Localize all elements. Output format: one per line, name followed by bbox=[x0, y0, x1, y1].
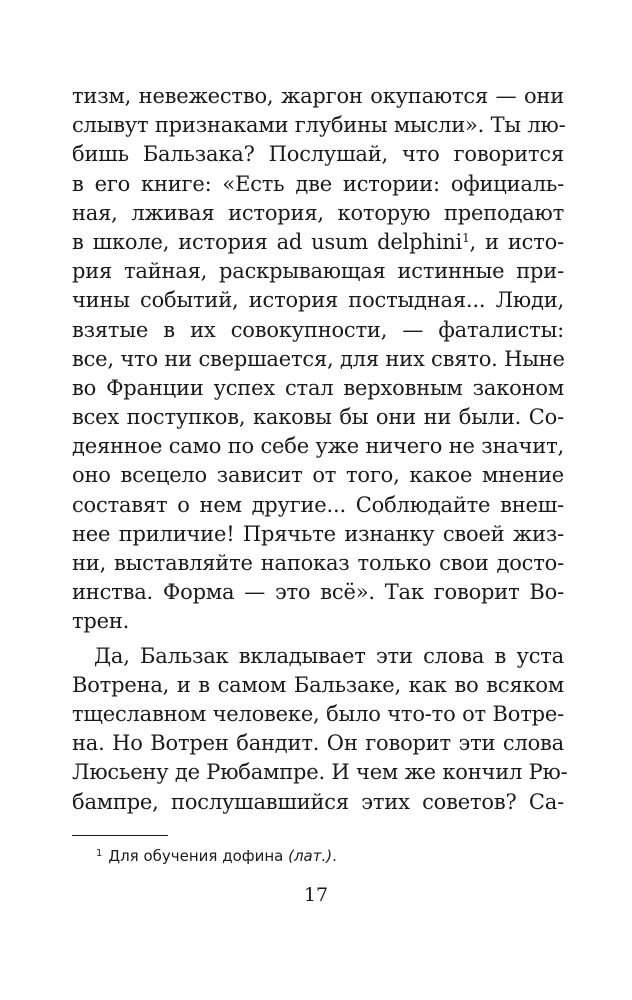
text-line: взятые в их совокупности, — фаталисты: bbox=[72, 317, 564, 342]
text-line-with-footnote bbox=[72, 228, 564, 257]
text-line: бампре, послушавшийся этих советов? Са- bbox=[72, 789, 564, 814]
text-line: рия тайная, раскрывающая истинные при- bbox=[72, 259, 564, 284]
paragraph-2 bbox=[72, 642, 568, 817]
page-text bbox=[72, 82, 568, 817]
text-line: на. Но Вотрен бандит. Он говорит эти слова bbox=[72, 731, 564, 756]
text-line: нее приличие! Прячьте изнанку своей жиз- bbox=[72, 521, 564, 546]
footnote bbox=[96, 844, 337, 866]
text-line: составят о нем другие... Соблюдайте внеш- bbox=[72, 492, 564, 517]
text-line: всех поступков, каковы бы они ни были. Со- bbox=[72, 405, 564, 430]
footnote-reference[interactable]: 1 bbox=[462, 230, 470, 245]
text-line: чины событий, история постыдная... Люди, bbox=[72, 288, 564, 313]
text-line: трен. bbox=[72, 609, 130, 634]
text-segment: , и исто- bbox=[469, 229, 564, 254]
page-number: 17 bbox=[303, 884, 329, 906]
text-line: деянное само по себе уже ничего не значит, bbox=[72, 434, 564, 459]
text-line: все, что ни свершается, для них свято. Ныне bbox=[72, 346, 565, 371]
text-line: ни, выставляйте напоказ только свои досто- bbox=[72, 551, 564, 575]
text-line: Люсьену де Рюбампре. И чем же кончил Рю- bbox=[72, 760, 568, 785]
text-line: во Франции успех стал верховным законом bbox=[72, 375, 564, 400]
text-line: тщеславном человеке, было что-то от Вотре- bbox=[72, 701, 564, 726]
text-line: слывут признаками глубины мысли». Ты лю- bbox=[72, 113, 566, 138]
footnote-language: (лат.) bbox=[288, 847, 333, 865]
footnote-divider bbox=[72, 835, 168, 836]
text-segment: в школе, история ad usum delphini bbox=[72, 229, 463, 254]
text-line: Вотрена, и в самом Бальзаке, как во всяком bbox=[72, 672, 564, 697]
text-line: оно всецело зависит от того, какое мнение bbox=[72, 463, 564, 488]
text-line: бишь Бальзака? Послушай, что говорится bbox=[72, 142, 564, 167]
text-line: Да, Бальзак вкладывает эти слова в уста bbox=[94, 643, 564, 668]
text-line: инства. Форма — это всё». Так говорит Во- bbox=[72, 580, 564, 605]
text-line: тизм, невежество, жаргон окупаются — они bbox=[72, 84, 564, 108]
footnote-end: . bbox=[332, 847, 337, 865]
text-line: в его книге: «Есть две истории: официаль- bbox=[72, 171, 564, 196]
paragraph-1 bbox=[72, 82, 564, 637]
footnote-mark: 1 bbox=[96, 848, 103, 859]
footnote-text: Для обучения дофина bbox=[108, 847, 289, 865]
text-line: ная, лживая история, которую преподают bbox=[72, 200, 564, 225]
